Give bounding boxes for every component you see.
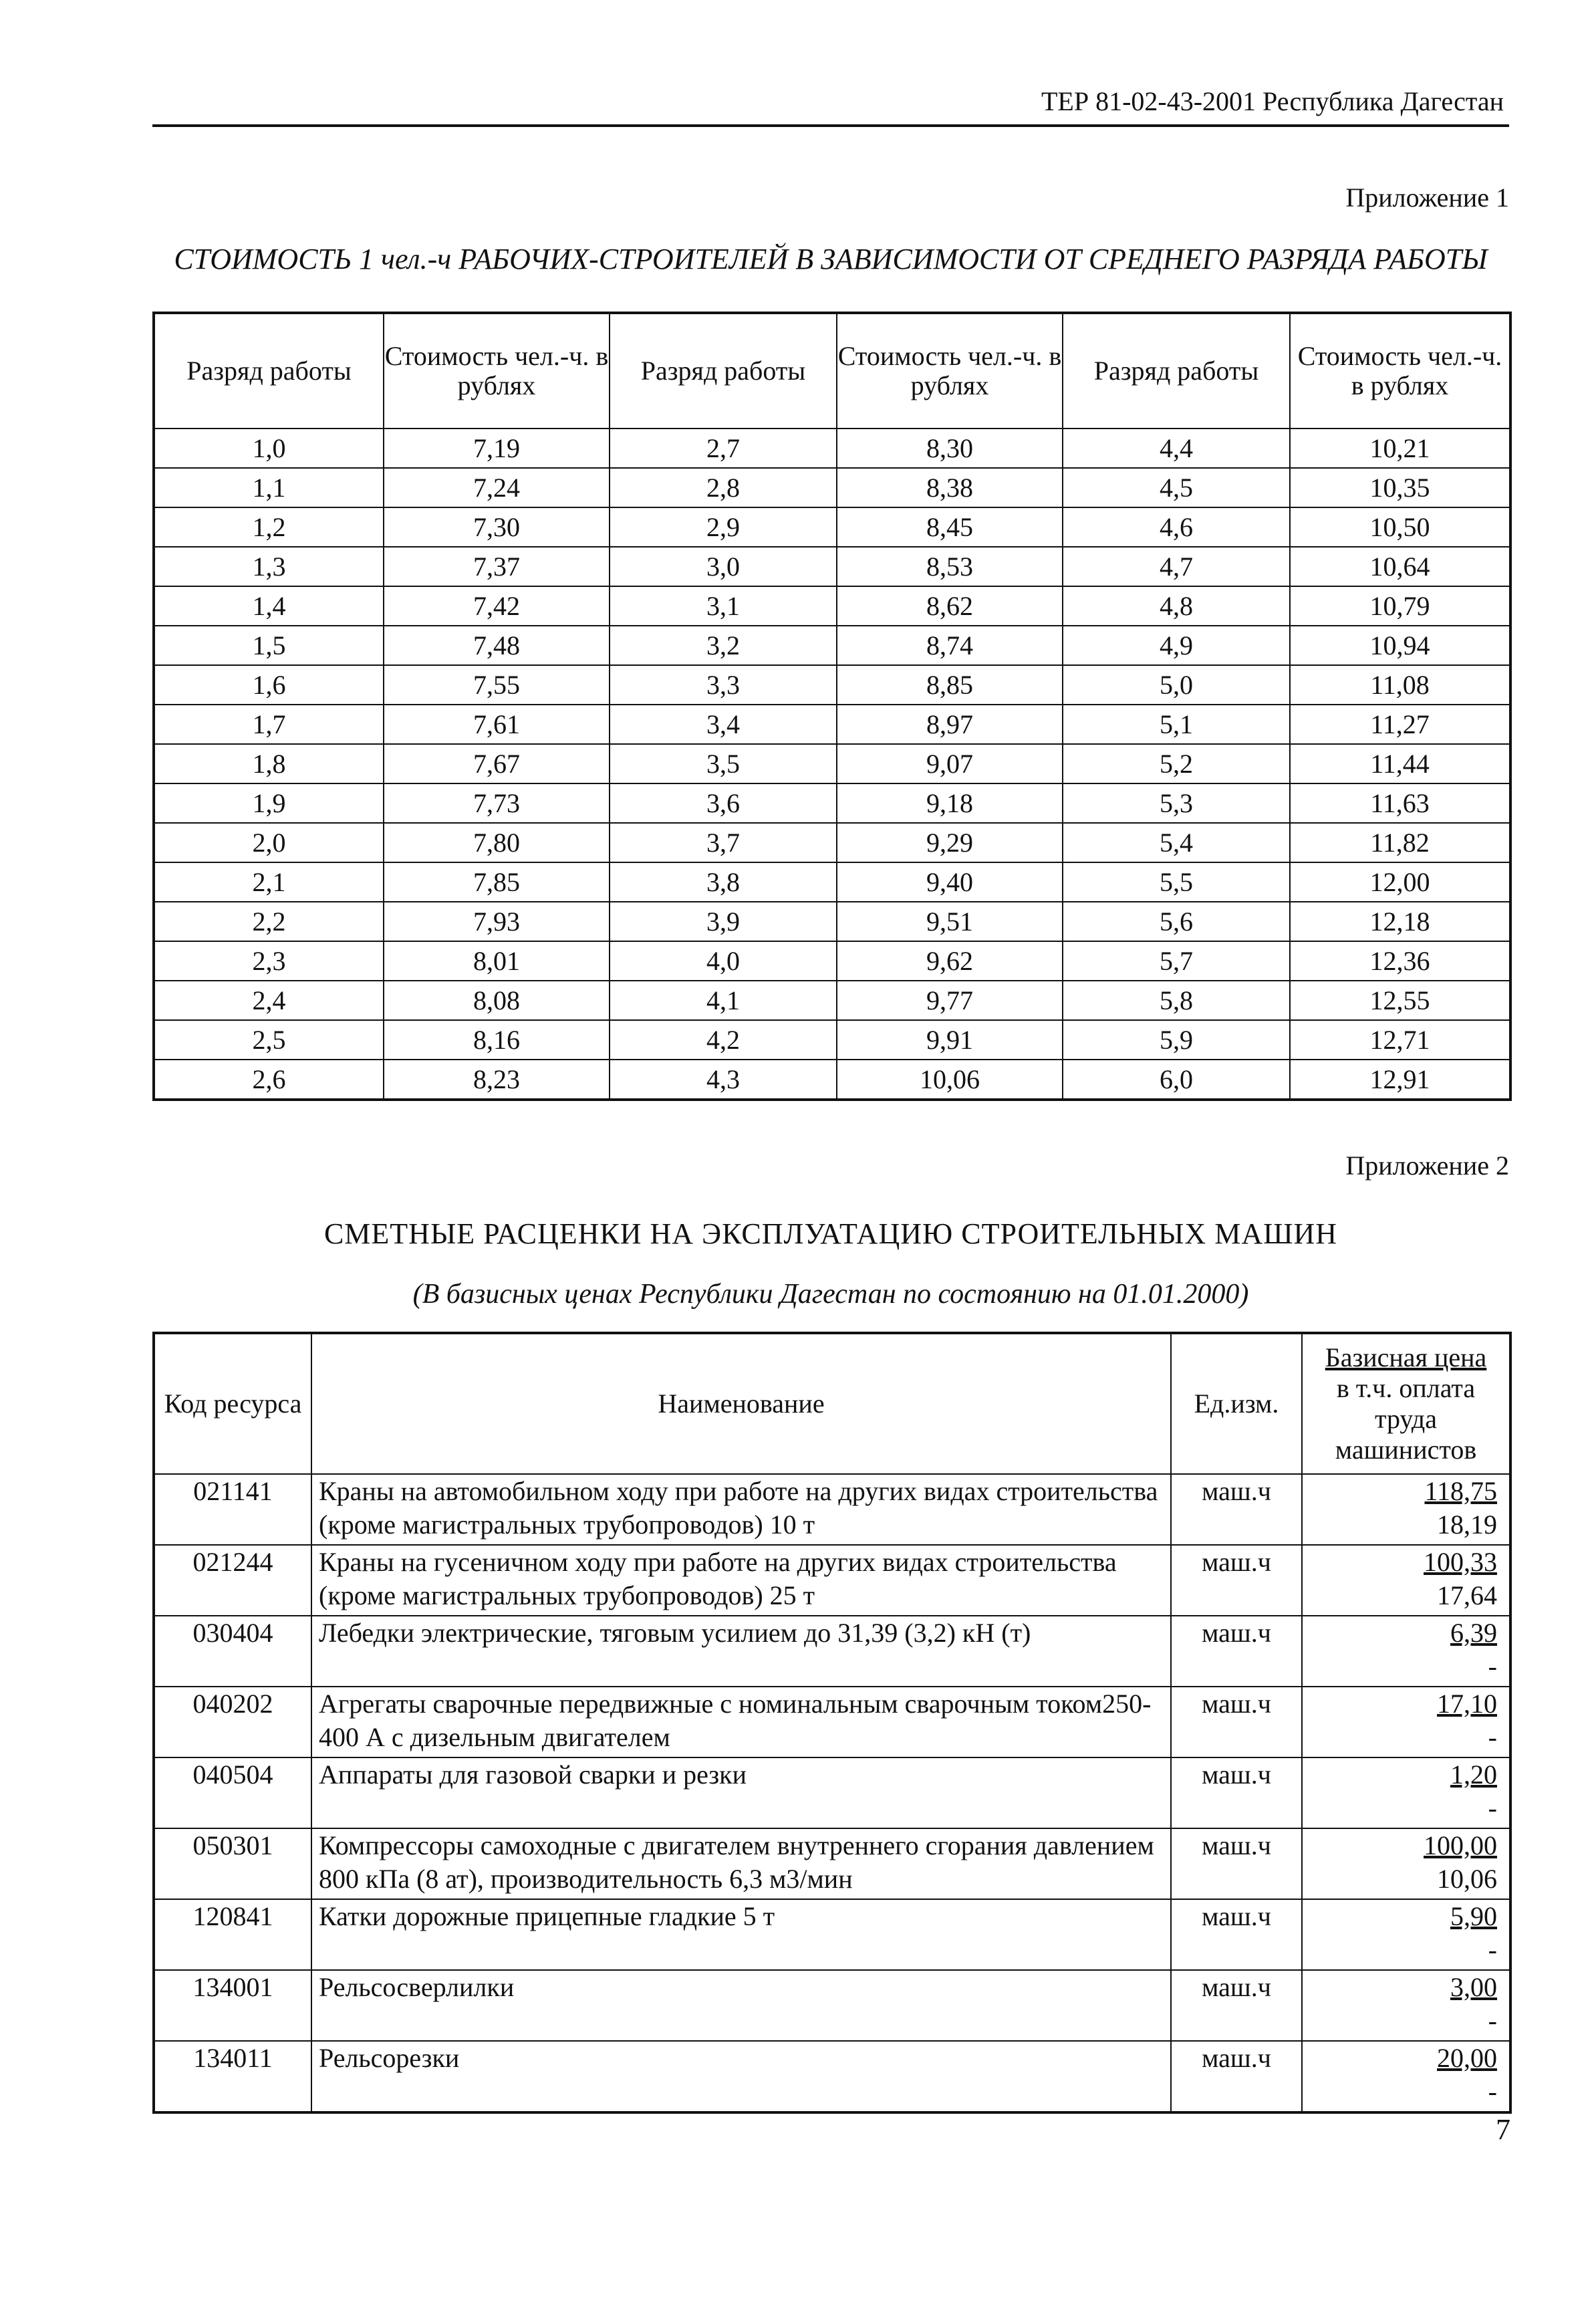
- price-cell: [1302, 1474, 1510, 1545]
- cell-grade-3: 4,6: [1063, 507, 1290, 547]
- table-row: [154, 1687, 1510, 1757]
- table-row: [154, 902, 1510, 941]
- cell-grade-2: 3,4: [610, 705, 837, 744]
- operator-wage: 17,64: [1437, 1580, 1497, 1610]
- cell-cost-3: 10,94: [1290, 626, 1510, 665]
- table-row: [154, 744, 1510, 783]
- cell-grade-3: 5,6: [1063, 902, 1290, 941]
- header-grade-3: Разряд работы: [1063, 313, 1290, 429]
- appendix1-label: Приложение 1: [1345, 182, 1509, 213]
- cell-cost-2: 8,30: [837, 429, 1063, 468]
- header-cost-1: Стоимость чел.-ч. в рублях: [384, 313, 610, 429]
- header-unit: Ед.изм.: [1171, 1333, 1302, 1474]
- cell-grade-1: 1,5: [154, 626, 384, 665]
- header-code: Код ресурса: [154, 1333, 311, 1474]
- cell-grade-3: 6,0: [1063, 1060, 1290, 1100]
- operator-wage: -: [1488, 1651, 1497, 1681]
- cell-grade-1: 1,8: [154, 744, 384, 783]
- cell-cost-3: 11,63: [1290, 783, 1510, 823]
- cell-cost-2: 9,77: [837, 981, 1063, 1020]
- table-row: [154, 1474, 1510, 1545]
- price-cell: [1302, 1970, 1510, 2041]
- cell-grade-3: 5,2: [1063, 744, 1290, 783]
- cell-grade-1: 2,3: [154, 941, 384, 981]
- table-row: [154, 586, 1510, 626]
- cell-cost-1: 8,08: [384, 981, 610, 1020]
- resource-name: Катки дорожные прицепные гладкие 5 т: [311, 1899, 1171, 1970]
- cell-cost-2: 9,18: [837, 783, 1063, 823]
- cell-grade-3: 5,0: [1063, 665, 1290, 705]
- cell-cost-3: 12,00: [1290, 862, 1510, 902]
- resource-name: Рельсорезки: [311, 2041, 1171, 2112]
- cell-cost-1: 7,19: [384, 429, 610, 468]
- cell-grade-2: 2,7: [610, 429, 837, 468]
- resource-code: 134001: [154, 1970, 311, 2041]
- cell-grade-2: 2,9: [610, 507, 837, 547]
- cell-grade-2: 3,2: [610, 626, 837, 665]
- header-price-base: Базисная цена: [1325, 1342, 1487, 1372]
- price-cell: [1302, 2041, 1510, 2112]
- cell-grade-1: 2,4: [154, 981, 384, 1020]
- cell-cost-1: 8,16: [384, 1020, 610, 1060]
- cell-cost-3: 12,71: [1290, 1020, 1510, 1060]
- table-row: [154, 1970, 1510, 2041]
- unit-of-measure: маш.ч: [1171, 1616, 1302, 1687]
- resource-code: 021141: [154, 1474, 311, 1545]
- cell-cost-1: 7,55: [384, 665, 610, 705]
- base-price: 100,33: [1424, 1547, 1497, 1577]
- cell-cost-3: 11,82: [1290, 823, 1510, 862]
- operator-wage: -: [1488, 2005, 1497, 2036]
- resource-name: Краны на гусеничном ходу при работе на других видах строительства (кроме магистральных трубопроводов) 25 т: [311, 1545, 1171, 1616]
- table-row: [154, 1020, 1510, 1060]
- cell-cost-2: 8,74: [837, 626, 1063, 665]
- resource-name: Лебедки электрические, тяговым усилием до 31,39 (3,2) кН (т): [311, 1616, 1171, 1687]
- header-cost-2: Стоимость чел.-ч. в рублях: [837, 313, 1063, 429]
- appendix1-title: СТОИМОСТЬ 1 чел.-ч РАБОЧИХ-СТРОИТЕЛЕЙ В ЗАВИСИМОСТИ ОТ СРЕДНЕГО РАЗРЯДА РАБОТЫ: [174, 243, 1488, 275]
- base-price: 1,20: [1450, 1759, 1497, 1790]
- cell-cost-1: 7,48: [384, 626, 610, 665]
- cell-cost-3: 11,08: [1290, 665, 1510, 705]
- unit-of-measure: маш.ч: [1171, 1757, 1302, 1828]
- cell-grade-1: 1,4: [154, 586, 384, 626]
- cell-grade-3: 4,7: [1063, 547, 1290, 586]
- price-cell: [1302, 1687, 1510, 1757]
- resource-code: 021244: [154, 1545, 311, 1616]
- table-row: [154, 1060, 1510, 1100]
- table-row: [154, 1616, 1510, 1687]
- cell-grade-3: 5,7: [1063, 941, 1290, 981]
- cell-cost-2: 8,85: [837, 665, 1063, 705]
- cell-grade-3: 5,8: [1063, 981, 1290, 1020]
- appendix2-title: СМЕТНЫЕ РАСЦЕНКИ НА ЭКСПЛУАТАЦИЮ СТРОИТЕЛЬНЫХ МАШИН: [323, 1217, 1338, 1250]
- operator-wage: 10,06: [1437, 1864, 1497, 1894]
- unit-of-measure: маш.ч: [1171, 1970, 1302, 2041]
- cell-cost-2: 9,07: [837, 744, 1063, 783]
- resource-code: 050301: [154, 1828, 311, 1899]
- page-number: 7: [1496, 2113, 1510, 2146]
- cell-grade-1: 1,2: [154, 507, 384, 547]
- cell-grade-3: 5,9: [1063, 1020, 1290, 1060]
- table-row: [154, 626, 1510, 665]
- machine-rates-table: [152, 1332, 1512, 2114]
- cell-grade-1: 1,0: [154, 429, 384, 468]
- cell-grade-2: 3,7: [610, 823, 837, 862]
- table-row: [154, 429, 1510, 468]
- cell-grade-2: 4,3: [610, 1060, 837, 1100]
- cell-cost-1: 7,93: [384, 902, 610, 941]
- cell-grade-1: 2,1: [154, 862, 384, 902]
- cell-cost-2: 9,62: [837, 941, 1063, 981]
- unit-of-measure: маш.ч: [1171, 1828, 1302, 1899]
- cell-grade-2: 3,1: [610, 586, 837, 626]
- cell-grade-1: 1,1: [154, 468, 384, 507]
- operator-wage: 18,19: [1437, 1509, 1497, 1540]
- header-grade-2: Разряд работы: [610, 313, 837, 429]
- price-cell: [1302, 1616, 1510, 1687]
- unit-of-measure: маш.ч: [1171, 2041, 1302, 2112]
- cell-grade-3: 4,5: [1063, 468, 1290, 507]
- cell-grade-3: 5,3: [1063, 783, 1290, 823]
- unit-of-measure: маш.ч: [1171, 1687, 1302, 1757]
- table-row: [154, 862, 1510, 902]
- table-row: [154, 783, 1510, 823]
- header-rule: [152, 124, 1509, 127]
- table-row: [154, 468, 1510, 507]
- cell-cost-1: 7,61: [384, 705, 610, 744]
- table-row: [154, 981, 1510, 1020]
- cell-cost-2: 9,40: [837, 862, 1063, 902]
- header-name: Наименование: [311, 1333, 1171, 1474]
- cell-cost-1: 7,30: [384, 507, 610, 547]
- cell-grade-2: 3,3: [610, 665, 837, 705]
- cell-cost-2: 9,91: [837, 1020, 1063, 1060]
- cell-grade-2: 3,8: [610, 862, 837, 902]
- unit-of-measure: маш.ч: [1171, 1899, 1302, 1970]
- cell-grade-1: 2,0: [154, 823, 384, 862]
- cell-cost-2: 9,29: [837, 823, 1063, 862]
- cell-cost-2: 8,53: [837, 547, 1063, 586]
- header-grade-1: Разряд работы: [154, 313, 384, 429]
- cell-cost-1: 7,42: [384, 586, 610, 626]
- table-row: [154, 1899, 1510, 1970]
- cell-cost-1: 7,37: [384, 547, 610, 586]
- price-cell: [1302, 1899, 1510, 1970]
- cell-cost-3: 12,36: [1290, 941, 1510, 981]
- table-row: [154, 547, 1510, 586]
- table-row: [154, 665, 1510, 705]
- cell-grade-2: 3,0: [610, 547, 837, 586]
- cell-cost-3: 12,55: [1290, 981, 1510, 1020]
- operator-wage: -: [1488, 1722, 1497, 1752]
- base-price: 6,39: [1450, 1618, 1497, 1648]
- base-price: 118,75: [1424, 1476, 1497, 1506]
- cell-cost-2: 9,51: [837, 902, 1063, 941]
- cell-cost-3: 10,50: [1290, 507, 1510, 547]
- cell-grade-1: 2,6: [154, 1060, 384, 1100]
- operator-wage: -: [1488, 1793, 1497, 1823]
- cell-grade-3: 4,4: [1063, 429, 1290, 468]
- cell-cost-2: 8,62: [837, 586, 1063, 626]
- cell-cost-1: 7,24: [384, 468, 610, 507]
- cell-grade-1: 2,5: [154, 1020, 384, 1060]
- operator-wage: -: [1488, 1935, 1497, 1965]
- cell-grade-2: 3,5: [610, 744, 837, 783]
- cell-cost-2: 8,97: [837, 705, 1063, 744]
- resource-code: 040202: [154, 1687, 311, 1757]
- base-price: 3,00: [1450, 1972, 1497, 2002]
- header-price-sub: в т.ч. оплата труда машинистов: [1335, 1373, 1477, 1465]
- base-price: 100,00: [1424, 1830, 1497, 1860]
- cell-cost-3: 12,91: [1290, 1060, 1510, 1100]
- cell-cost-1: 8,23: [384, 1060, 610, 1100]
- cell-cost-3: 11,27: [1290, 705, 1510, 744]
- resource-name: Компрессоры самоходные с двигателем внутреннего сгорания давлением 800 кПа (8 ат), производительность 6,3 м3/мин: [311, 1828, 1171, 1899]
- appendix2-subtitle: (В базисных ценах Республики Дагестан по состоянию на 01.01.2000): [412, 1279, 1249, 1310]
- cell-grade-1: 2,2: [154, 902, 384, 941]
- appendix2-label: Приложение 2: [1345, 1150, 1509, 1181]
- table-row: [154, 705, 1510, 744]
- unit-of-measure: маш.ч: [1171, 1545, 1302, 1616]
- price-cell: [1302, 1545, 1510, 1616]
- resource-code: 030404: [154, 1616, 311, 1687]
- cell-grade-1: 1,3: [154, 547, 384, 586]
- header-price: [1302, 1333, 1510, 1474]
- base-price: 5,90: [1450, 1901, 1497, 1931]
- resource-name: Аппараты для газовой сварки и резки: [311, 1757, 1171, 1828]
- cell-cost-3: 10,35: [1290, 468, 1510, 507]
- cell-cost-3: 12,18: [1290, 902, 1510, 941]
- cell-cost-3: 10,64: [1290, 547, 1510, 586]
- base-price: 17,10: [1437, 1689, 1497, 1719]
- cell-grade-3: 5,4: [1063, 823, 1290, 862]
- cell-cost-1: 7,80: [384, 823, 610, 862]
- cell-grade-2: 2,8: [610, 468, 837, 507]
- labor-cost-table: [152, 312, 1512, 1101]
- cell-grade-2: 3,9: [610, 902, 837, 941]
- unit-of-measure: маш.ч: [1171, 1474, 1302, 1545]
- resource-code: 040504: [154, 1757, 311, 1828]
- cell-grade-1: 1,9: [154, 783, 384, 823]
- resource-name: Рельсосверлилки: [311, 1970, 1171, 2041]
- cell-cost-1: 7,73: [384, 783, 610, 823]
- cell-grade-3: 4,8: [1063, 586, 1290, 626]
- cell-cost-3: 11,44: [1290, 744, 1510, 783]
- table-row: [154, 941, 1510, 981]
- cell-cost-2: 8,45: [837, 507, 1063, 547]
- header-cost-3: Стоимость чел.-ч. в рублях: [1290, 313, 1510, 429]
- cell-cost-1: 7,67: [384, 744, 610, 783]
- cell-grade-1: 1,7: [154, 705, 384, 744]
- cell-cost-1: 8,01: [384, 941, 610, 981]
- cell-cost-3: 10,21: [1290, 429, 1510, 468]
- cell-cost-3: 10,79: [1290, 586, 1510, 626]
- table-row: [154, 2041, 1510, 2112]
- cell-grade-2: 3,6: [610, 783, 837, 823]
- resource-name: Краны на автомобильном ходу при работе на других видах строительства (кроме магистральных трубопроводов) 10 т: [311, 1474, 1171, 1545]
- table-row: [154, 507, 1510, 547]
- base-price: 20,00: [1437, 2043, 1497, 2073]
- table-row: [154, 823, 1510, 862]
- cell-grade-2: 4,1: [610, 981, 837, 1020]
- cell-cost-2: 8,38: [837, 468, 1063, 507]
- table-row: [154, 1757, 1510, 1828]
- cell-grade-3: 5,5: [1063, 862, 1290, 902]
- cell-grade-3: 4,9: [1063, 626, 1290, 665]
- resource-code: 134011: [154, 2041, 311, 2112]
- document-header: ТЕР 81-02-43-2001 Республика Дагестан: [1041, 86, 1504, 116]
- price-cell: [1302, 1757, 1510, 1828]
- cell-cost-2: 10,06: [837, 1060, 1063, 1100]
- table-row: [154, 1828, 1510, 1899]
- operator-wage: -: [1488, 2076, 1497, 2106]
- cell-grade-2: 4,0: [610, 941, 837, 981]
- resource-code: 120841: [154, 1899, 311, 1970]
- resource-name: Агрегаты сварочные передвижные с номинальным сварочным током250-400 А с дизельным двигателем: [311, 1687, 1171, 1757]
- cell-grade-3: 5,1: [1063, 705, 1290, 744]
- cell-cost-1: 7,85: [384, 862, 610, 902]
- cell-grade-2: 4,2: [610, 1020, 837, 1060]
- table-row: [154, 1545, 1510, 1616]
- price-cell: [1302, 1828, 1510, 1899]
- cell-grade-1: 1,6: [154, 665, 384, 705]
